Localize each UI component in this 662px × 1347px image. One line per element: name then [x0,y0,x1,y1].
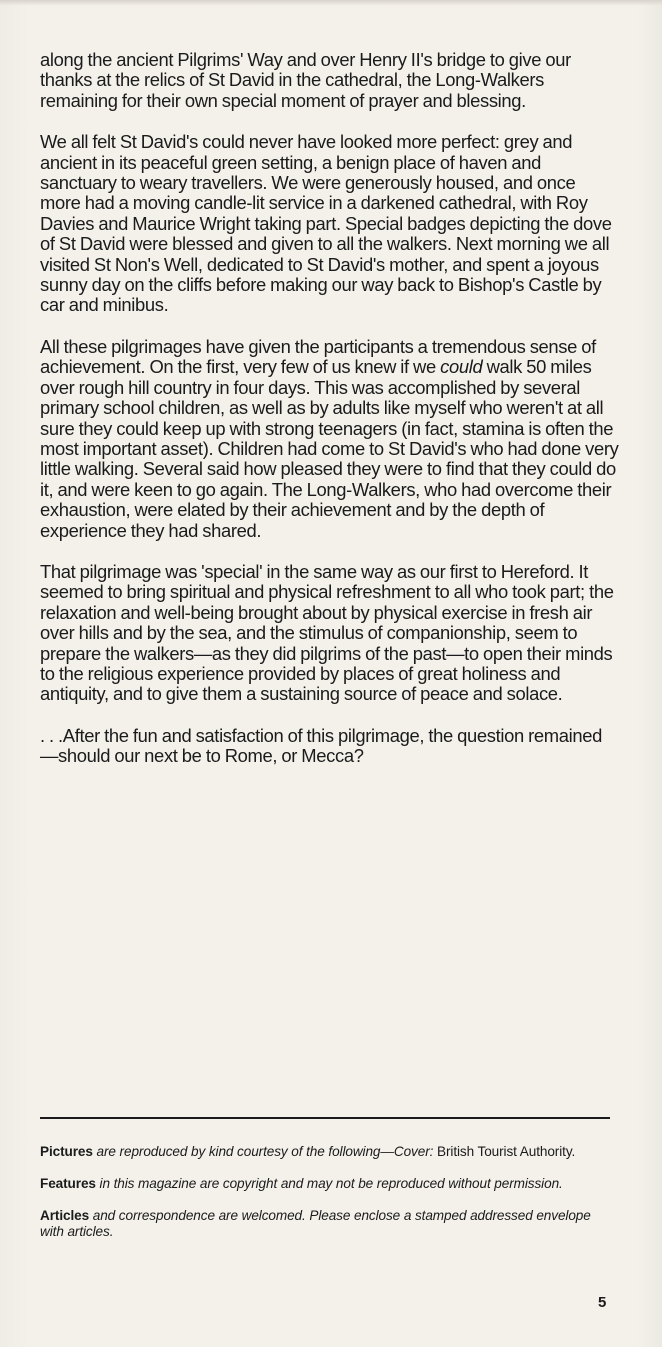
paragraph-pilgrims-way: along the ancient Pilgrims' Way and over Henry II's bridge to give our thanks at the relics of St David in the cathedral, the Long-Walkers remaining for their own special moment of prayer and blessing. [40,49,571,111]
achievement-text-end: walk 50 miles over rough hill country in four days. This was accomplished by several primary school children, as well as by adults like myself who weren't at all sure they could keep up with strong teenagers (in fact, stamina is often the most important asset). Children had come to St David's who had done very little walking. Several said how pleased they were to find that they could do it, and were keen to go again. The Long-Walkers, who had overcome their exhaustion, were elated by their achievement and by the depth of experience they had shared. [40,356,619,541]
paragraph-special-pilgrimage: That pilgrimage was 'special' in the same way as our first to Hereford. It seemed to bring spiritual and physical refreshment to all who took part; the relaxation and well-being brought about by physical exercise in fresh air over hills and by the sea, and the stimulus of companionship, seem to prepare the walkers—as they did pilgrims of the past—to open their minds to the religious experience provided by places of great holiness and antiquity, and to give them a sustaining source of peace and solace. [40,560,614,705]
page-top-edge [0,0,662,6]
note-articles [40,1208,612,1240]
achievement-text-start: All these pilgrimages have given the participants a tremendous sense of achievement. On the first, very few of us knew if we [40,335,596,378]
paragraph-closing-question: . . .After the fun and satisfaction of this pilgrimage, the question remained—should our next be to Rome, or Mecca? [40,724,603,767]
note-pictures-lead: Pictures [40,1144,93,1159]
editorial-notes [40,1144,612,1256]
paragraph-st-davids: We all felt St David's could never have looked more perfect: grey and ancient in its peaceful green setting, a benign place of haven and sanctuary to weary travellers. We were generously housed, and once more had a moving candle-lit service in a darkened cathedral, with Roy Davies and Maurice Wright taking part. Special badges depicting the dove of St David were blessed and given to all the walkers. Next morning we all visited St Non's Well, dedicated to St David's mother, and spent a joyous sunny day on the cliffs before making our way back to Bishop's Castle by car and minibus. [40,131,612,316]
note-pictures-credit: British Tourist Authority. [433,1144,576,1159]
note-articles-text: and correspondence are welcomed. Please enclose a stamped addressed envelope with articles. [40,1208,591,1239]
page-number: 5 [598,1294,607,1311]
note-features-text: in this magazine are copyright and may not be reproduced without permission. [95,1176,563,1191]
note-articles-lead: Articles [40,1208,90,1223]
note-features-lead: Features [40,1176,96,1191]
note-features [40,1176,612,1192]
divider-rule [40,1117,610,1119]
achievement-emphasis: could [440,356,483,378]
note-pictures-text: are reproduced by kind courtesy of the following—Cover: [92,1144,434,1159]
paragraph-achievement [40,337,620,541]
article-body [40,50,620,788]
note-pictures [40,1144,612,1160]
